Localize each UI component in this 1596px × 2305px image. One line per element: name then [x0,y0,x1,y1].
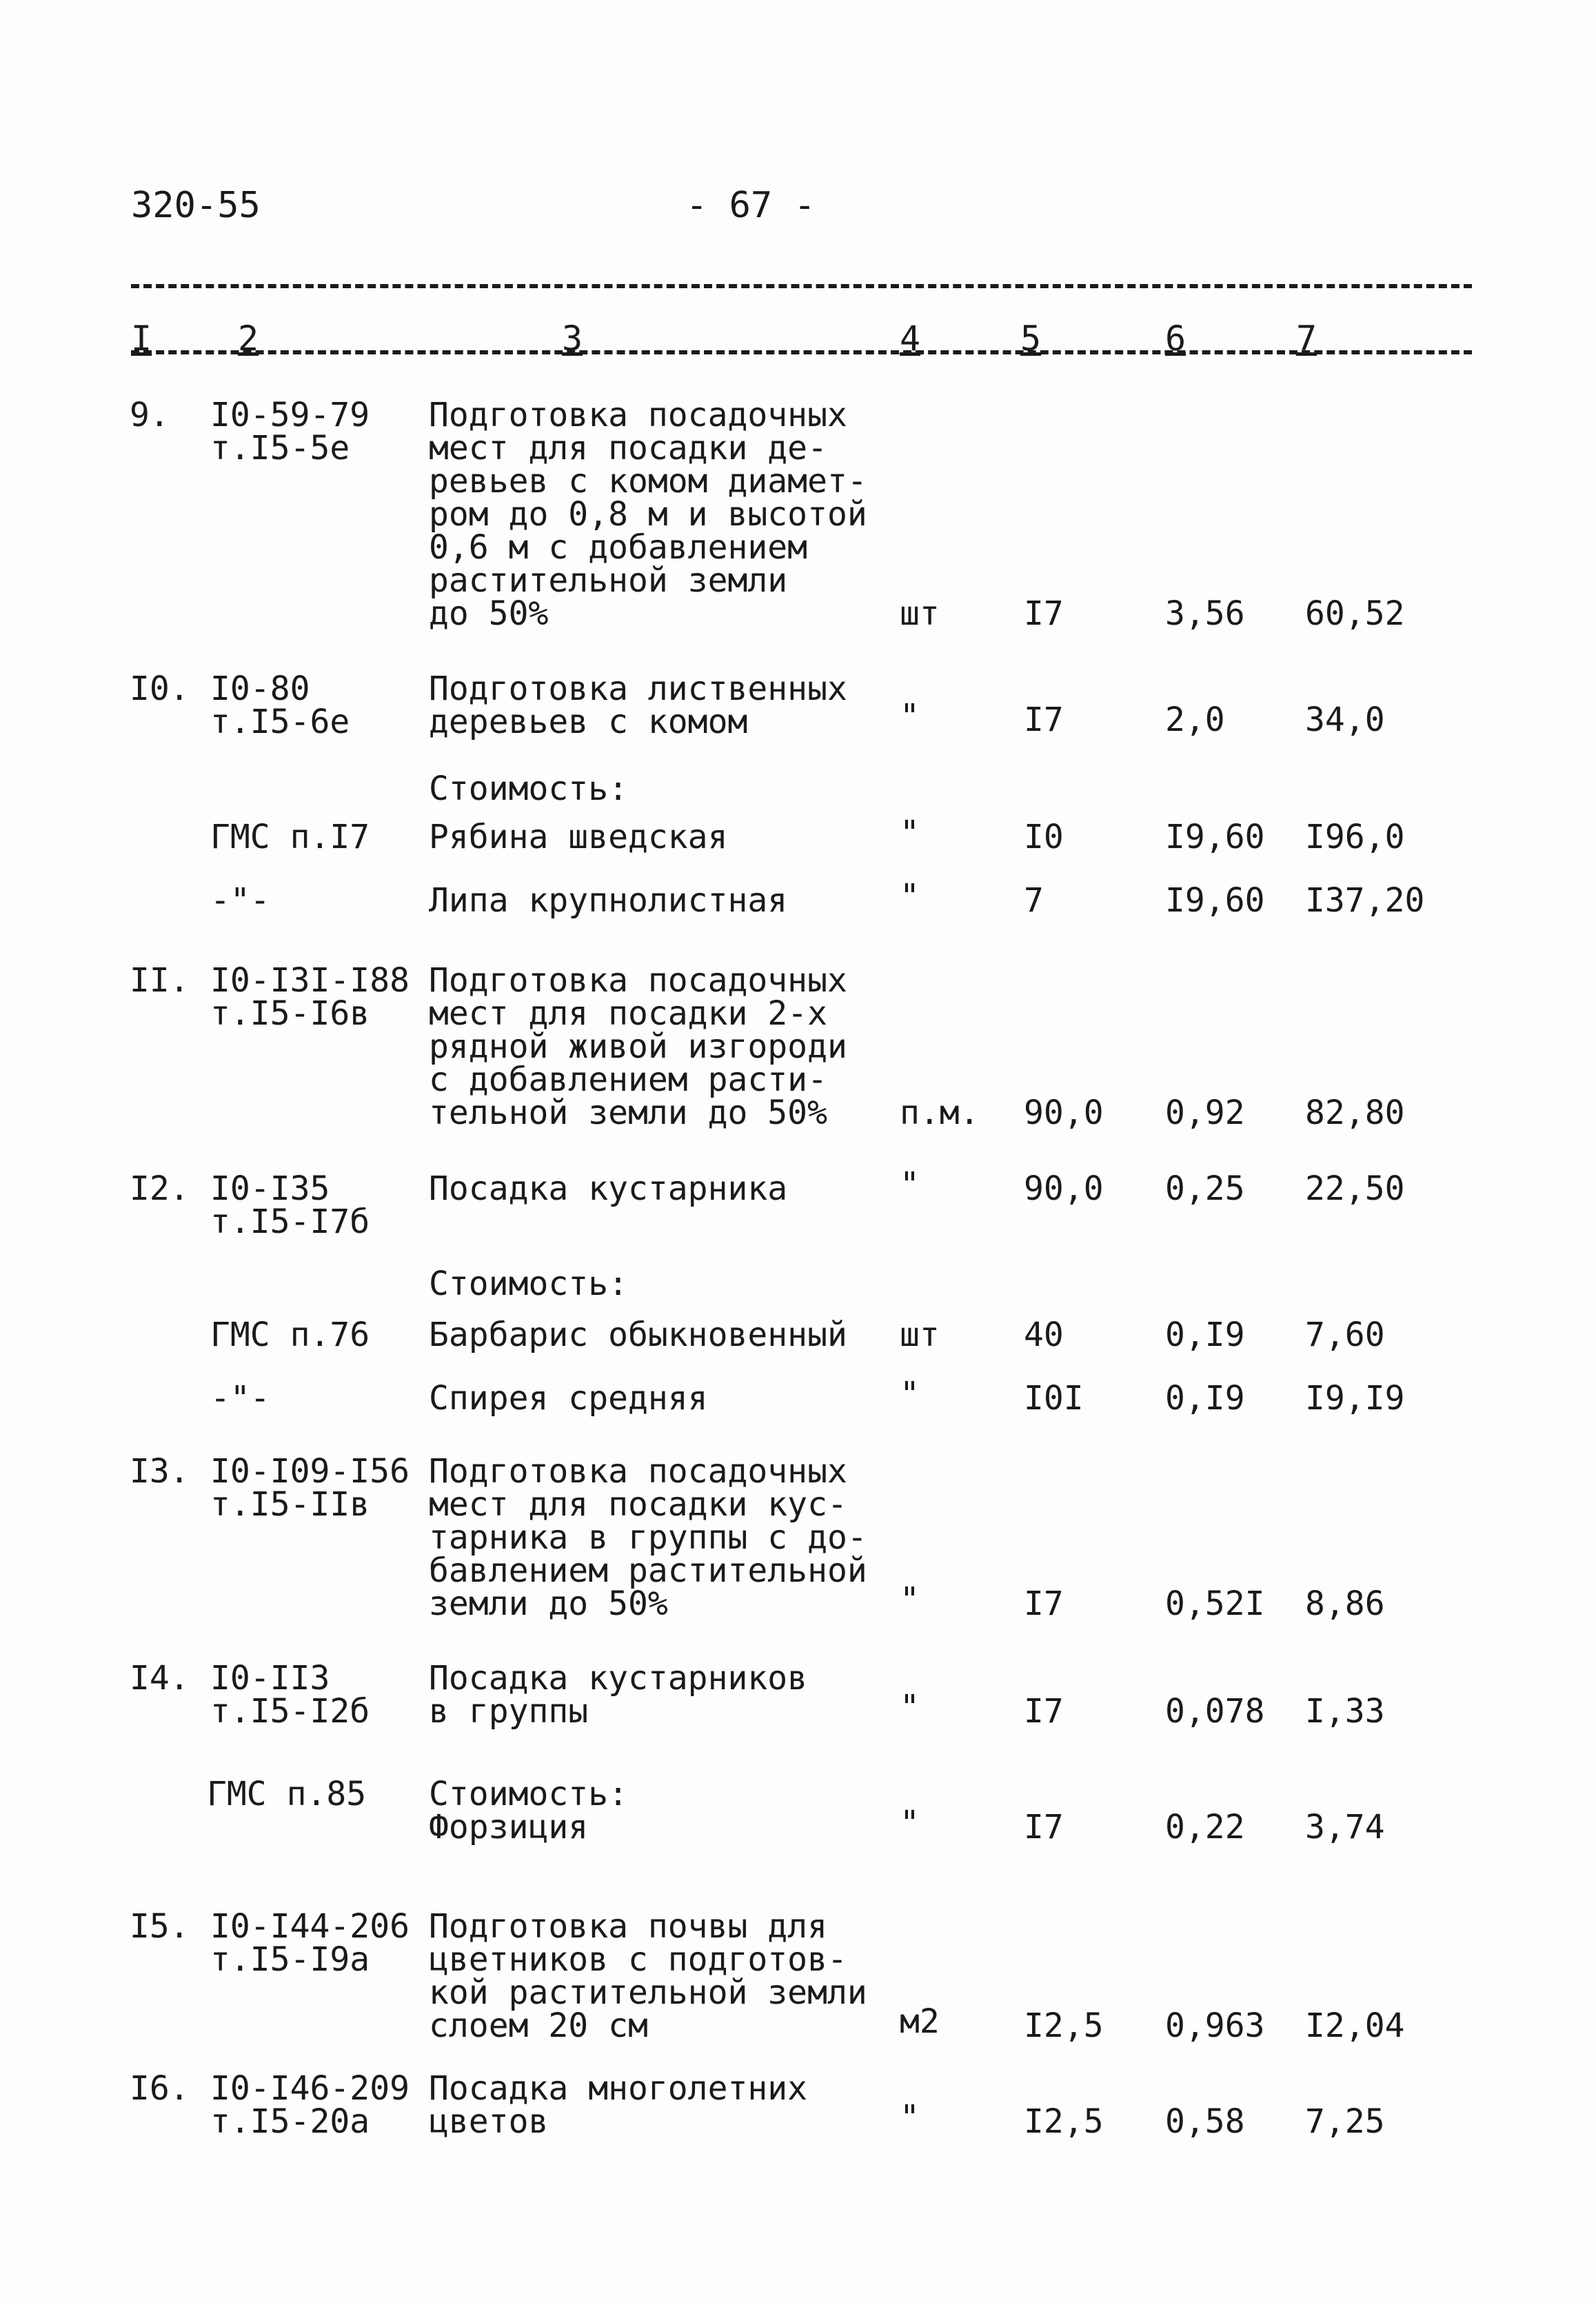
column-number-4: 4 [900,319,921,359]
unit-price: 0,52I [1165,1584,1265,1623]
work-description: Барбарис обыкновенный [429,1316,847,1354]
total-cost: 82,80 [1305,1094,1405,1132]
quantity: I0I [1024,1379,1084,1418]
total-cost: I96,0 [1305,818,1405,856]
unit-price: 0,22 [1165,1808,1245,1846]
unit-price: 0,I9 [1165,1379,1245,1418]
cost-subheading: Стоимость: [429,769,628,808]
unit-price: 0,963 [1165,2006,1265,2045]
norm-code: ГМС п.76 [210,1316,370,1354]
table-header-rule [131,350,1472,354]
norm-code: -"- [210,881,270,920]
total-cost: 3,74 [1305,1808,1385,1846]
row-number: I2. [130,1169,190,1208]
work-description: Подготовка посадочных мест для посадки де- ревьев с комом диамет- ром до 0,8 м и высотой 0,6 м с добавлением растительной земли до 50% [429,396,867,633]
row-number: 9. [130,396,170,434]
total-cost: 7,60 [1305,1316,1385,1354]
quantity: I7 [1024,1692,1064,1731]
total-cost: 8,86 [1305,1584,1385,1623]
row-number: I3. [130,1452,190,1491]
quantity: I2,5 [1024,2102,1104,2141]
unit-of-measure: шт [900,594,940,633]
unit-price: I9,60 [1165,818,1265,856]
row-number: I6. [130,2069,190,2108]
norm-code: I0-I46-209 т.I5-20а [210,2069,410,2141]
page-number: - 67 - [686,185,816,226]
quantity: I2,5 [1024,2006,1104,2045]
row-number: I4. [130,1659,190,1698]
total-cost: 60,52 [1305,594,1405,633]
norm-code: I0-II3 т.I5-I2б [210,1659,370,1731]
unit-of-measure: " [900,1804,920,1842]
total-cost: I,33 [1305,1692,1385,1731]
work-description: Рябина шведская [429,818,728,856]
unit-price: 0,58 [1165,2102,1245,2141]
quantity: 90,0 [1024,1169,1104,1208]
column-number-2: 2 [238,319,259,359]
quantity: I7 [1024,594,1064,633]
work-description: Подготовка почвы для цветников с подготов- кой растительной земли слоем 20 см [429,1907,867,2045]
column-number-3: 3 [562,319,583,359]
unit-of-measure: " [900,1375,920,1413]
unit-of-measure: м2 [900,2002,940,2041]
unit-of-measure: п.м. [900,1094,980,1132]
work-description: Посадка кустарника [429,1169,788,1208]
work-description: Подготовка посадочных мест для посадки кус- тарника в группы с до- бавлением растительной земли до 50% [429,1452,867,1623]
unit-of-measure: " [900,1165,920,1204]
unit-of-measure: шт [900,1316,940,1354]
norm-code: I0-I35 т.I5-I7б [210,1169,370,1241]
column-number-5: 5 [1020,319,1042,359]
unit-price: 0,25 [1165,1169,1245,1208]
norm-code: I0-I44-206 т.I5-I9а [210,1907,410,1979]
unit-price: 0,I9 [1165,1316,1245,1354]
unit-price: I9,60 [1165,881,1265,920]
total-cost: 7,25 [1305,2102,1385,2141]
quantity: 40 [1024,1316,1064,1354]
table-top-rule [131,284,1472,288]
work-description: Посадка многолетних цветов [429,2069,808,2141]
unit-price: 3,56 [1165,594,1245,633]
norm-code: I0-I09-I56 т.I5-IIв [210,1452,410,1524]
cost-subheading: Стоимость: [429,1265,628,1303]
work-description: Стоимость: Форзиция [429,1775,628,1846]
quantity: 7 [1024,881,1044,920]
work-description: Спирея средняя [429,1379,708,1418]
unit-of-measure: " [900,1688,920,1727]
unit-price: 0,078 [1165,1692,1265,1731]
work-description: Подготовка лиственных деревьев с комом [429,670,847,741]
total-cost: I37,20 [1305,881,1425,920]
work-description: Посадка кустарников в группы [429,1659,808,1731]
norm-code: I0-59-79 т.I5-5е [210,396,370,467]
total-cost: I9,I9 [1305,1379,1405,1418]
unit-of-measure: " [900,2098,920,2137]
norm-code: I0-80 т.I5-6е [210,670,350,741]
row-number: II. [130,961,190,1000]
column-number-6: 6 [1165,319,1186,359]
work-description: Липа крупнолистная [429,881,788,920]
total-cost: 34,0 [1305,701,1385,739]
norm-code: -"- [210,1379,270,1418]
unit-of-measure: " [900,697,920,736]
norm-code: ГМС п.85 [207,1775,367,1813]
quantity: 90,0 [1024,1094,1104,1132]
total-cost: I2,04 [1305,2006,1405,2045]
unit-price: 2,0 [1165,701,1225,739]
row-number: I5. [130,1907,190,1946]
unit-of-measure: " [900,814,920,852]
unit-price: 0,92 [1165,1094,1245,1132]
total-cost: 22,50 [1305,1169,1405,1208]
quantity: I0 [1024,818,1064,856]
row-number: I0. [130,670,190,708]
norm-code: ГМС п.I7 [210,818,370,856]
column-number-7: 7 [1296,319,1317,359]
quantity: I7 [1024,1584,1064,1623]
document-number: 320-55 [131,185,261,226]
quantity: I7 [1024,701,1064,739]
work-description: Подготовка посадочных мест для посадки 2-х рядной живой изгороди с добавлением расти- тельной земли до 50% [429,961,847,1132]
unit-of-measure: " [900,877,920,916]
unit-of-measure: " [900,1580,920,1619]
norm-code: I0-I3I-I88 т.I5-I6в [210,961,410,1033]
column-number-1: I [131,319,152,359]
quantity: I7 [1024,1808,1064,1846]
